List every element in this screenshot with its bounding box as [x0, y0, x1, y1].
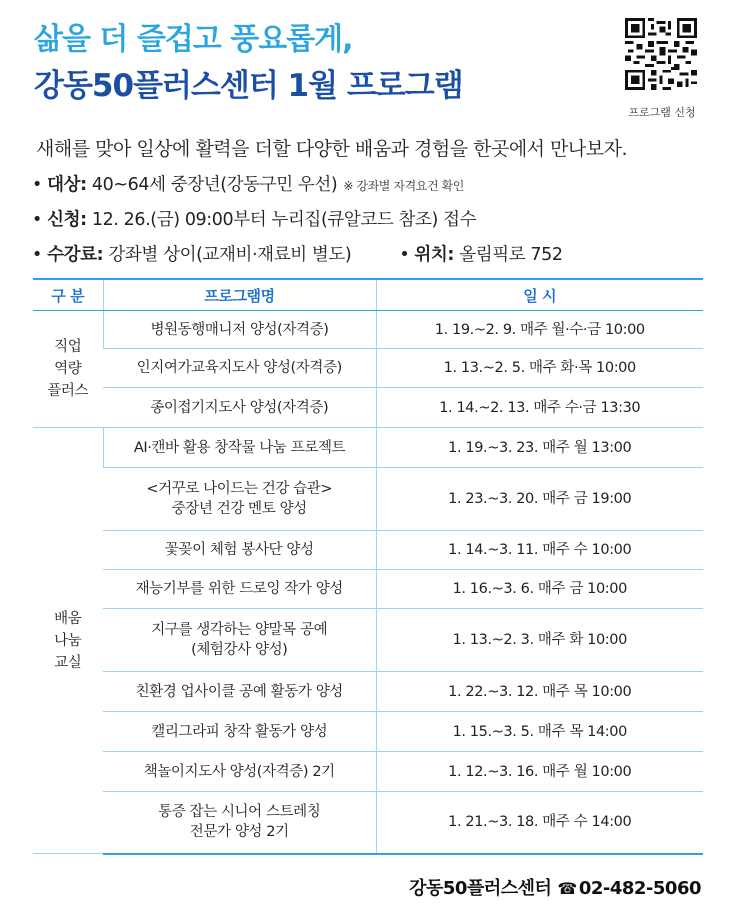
location-value: 올림픽로 752 — [459, 245, 563, 265]
category-cell: 직업 역량 플러스 — [33, 311, 103, 428]
program-schedule: 1. 16.~3. 6. 매주 금 10:00 — [376, 570, 703, 609]
target-note: ※ 강좌별 자격요건 확인 — [343, 179, 464, 193]
category-cell: 배움 나눔 교실 — [33, 428, 103, 854]
program-schedule: 1. 14.~3. 11. 매주 수 10:00 — [376, 531, 703, 570]
program-name: 꽃꽂이 체험 봉사단 양성 — [103, 531, 376, 570]
program-schedule: 1. 22.~3. 12. 매주 목 10:00 — [376, 672, 703, 712]
program-name: <거꾸로 나이드는 건강 습관> 중장년 건강 멘토 양성 — [103, 468, 376, 531]
program-name: 재능기부를 위한 드로잉 작가 양성 — [103, 570, 376, 609]
program-schedule: 1. 21.~3. 18. 매주 수 14:00 — [376, 792, 703, 854]
header-category: 구 분 — [33, 279, 103, 311]
program-schedule: 1. 14.~2. 13. 매주 수·금 13:30 — [376, 388, 703, 428]
program-schedule: 1. 13.~2. 3. 매주 화 10:00 — [376, 609, 703, 672]
program-name: 통증 잡는 시니어 스트레칭 전문가 양성 2기 — [103, 792, 376, 854]
apply-value: 12. 26.(금) 09:00부터 누리집(큐알코드 참조) 접수 — [91, 210, 477, 230]
info-apply: • 신청: 12. 26.(금) 09:00부터 누리집(큐알코드 참조) 접수 — [32, 210, 477, 230]
footer-contact — [409, 874, 701, 900]
qr-code[interactable] — [625, 18, 697, 90]
program-name: 인지여가교육지도사 양성(자격증) — [103, 349, 376, 388]
program-name: 종이접기지도사 양성(자격증) — [103, 388, 376, 428]
program-schedule: 1. 12.~3. 16. 매주 월 10:00 — [376, 752, 703, 792]
footer-phone[interactable]: 02-482-5060 — [578, 878, 701, 899]
info-fee: • 수강료: 강좌별 상이(교재비·재료비 별도) • 위치: 올림픽로 752 — [32, 245, 563, 265]
header-program: 프로그램명 — [103, 279, 376, 311]
header-schedule: 일 시 — [376, 279, 703, 311]
qr-caption: 프로그램 신청 — [628, 106, 696, 119]
program-schedule: 1. 19.~2. 9. 매주 월·수·금 10:00 — [376, 311, 703, 349]
program-schedule: 1. 15.~3. 5. 매주 목 14:00 — [376, 712, 703, 752]
program-table — [33, 278, 703, 855]
target-value: 40~64세 중장년(강동구민 우선) — [91, 175, 338, 195]
intro-text: 새해를 맞아 일상에 활력을 더할 다양한 배움과 경험을 한곳에서 만나보자. — [36, 138, 628, 160]
info-target: • 대상: 40~64세 중장년(강동구민 우선) ※ 강좌별 자격요건 확인 — [32, 175, 464, 195]
target-label: 대상: — [47, 175, 87, 195]
footer-org: 강동50플러스센터 — [409, 878, 552, 899]
title-line-2: 강동50플러스센터 1월 프로그램 — [34, 68, 463, 104]
program-name: 책놀이지도사 양성(자격증) 2기 — [103, 752, 376, 792]
program-name: 지구를 생각하는 양말목 공예 (체험강사 양성) — [103, 609, 376, 672]
program-schedule: 1. 13.~2. 5. 매주 화·목 10:00 — [376, 349, 703, 388]
fee-label: 수강료: — [47, 245, 104, 265]
title-line-1: 삶을 더 즐겁고 풍요롭게, — [34, 22, 353, 57]
program-name: 친환경 업사이클 공예 활동가 양성 — [103, 672, 376, 712]
program-schedule: 1. 19.~3. 23. 매주 월 13:00 — [376, 428, 703, 468]
program-schedule: 1. 23.~3. 20. 매주 금 19:00 — [376, 468, 703, 531]
program-name: 병원동행매니저 양성(자격증) — [103, 311, 376, 349]
apply-label: 신청: — [47, 210, 87, 230]
fee-value: 강좌별 상이(교재비·재료비 별도) — [108, 245, 352, 265]
location-label: 위치: — [414, 245, 455, 265]
program-name: 캘리그라피 창작 활동가 양성 — [103, 712, 376, 752]
phone-icon: ☎ — [557, 879, 577, 898]
program-name: AI·캔바 활용 창작물 나눔 프로젝트 — [103, 428, 376, 468]
